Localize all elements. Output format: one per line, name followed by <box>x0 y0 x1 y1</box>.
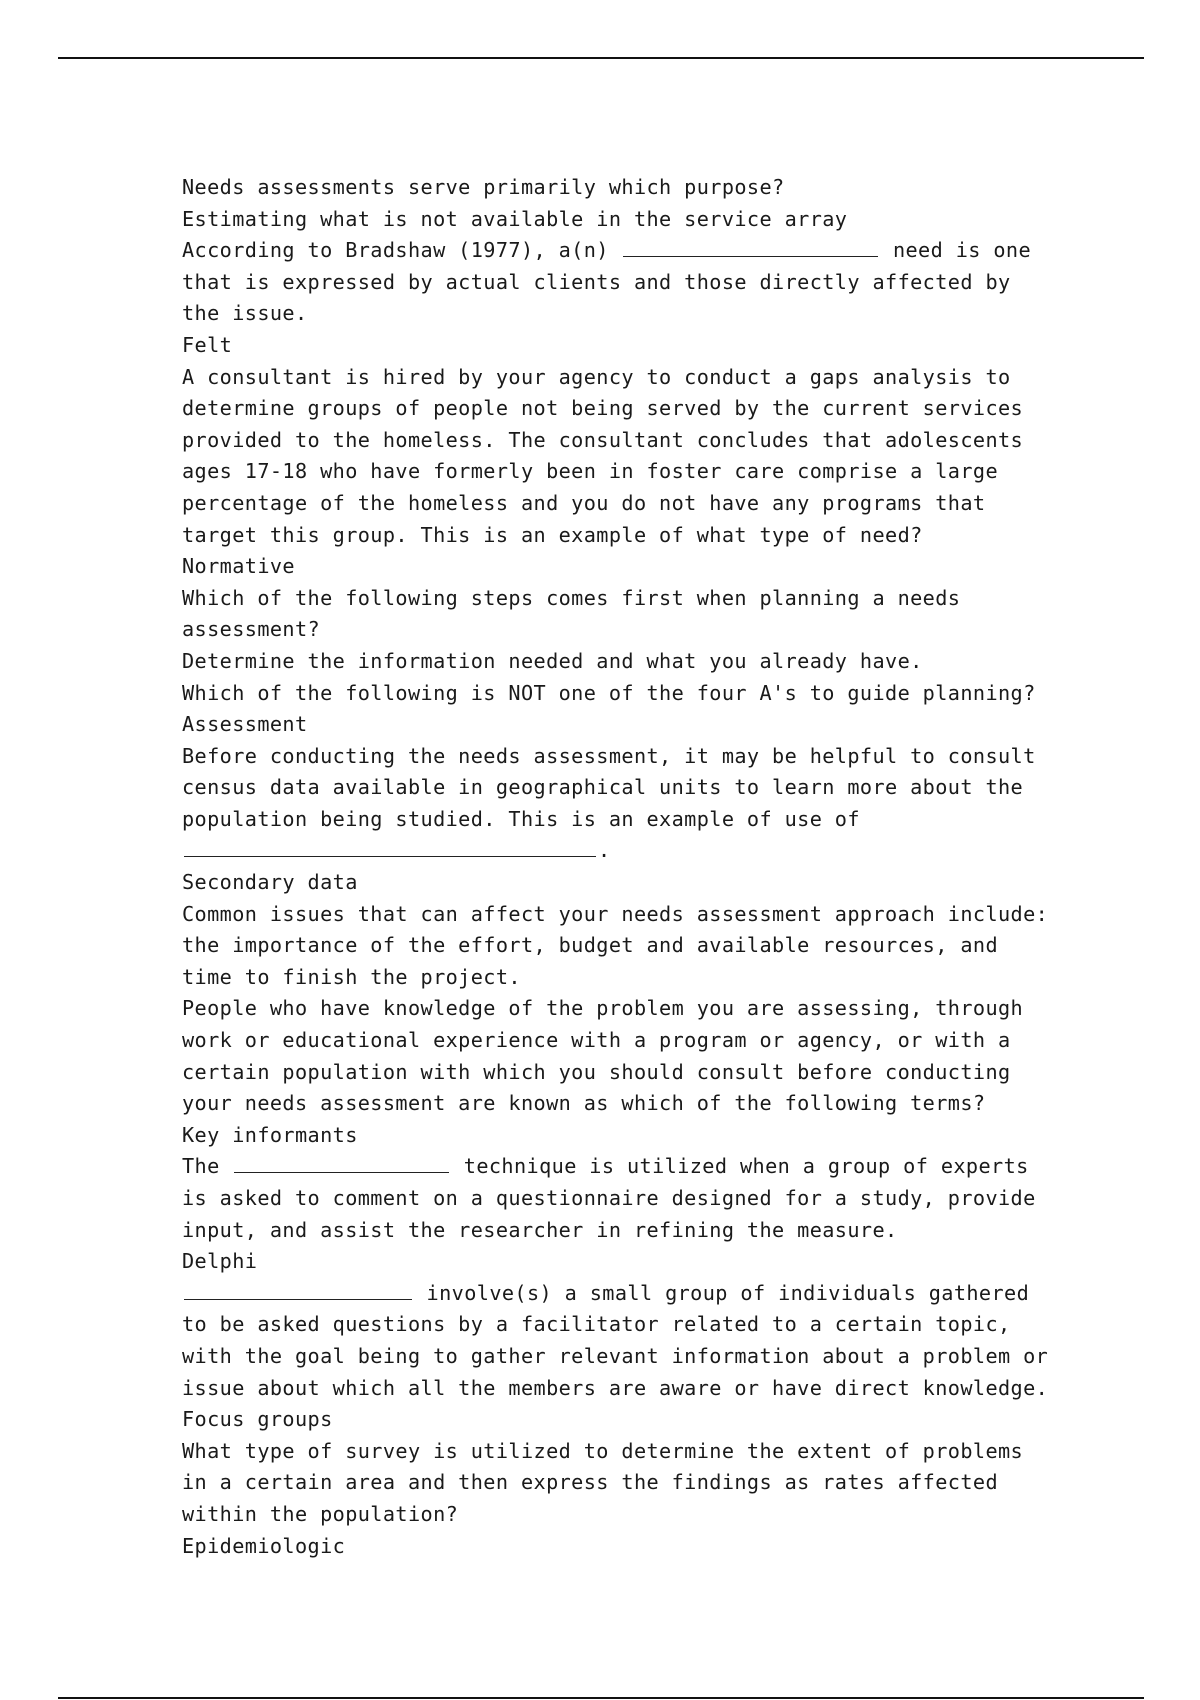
text-segment: The <box>182 1154 233 1179</box>
text-line <box>182 804 1082 836</box>
text-segment: ages 17-18 who have formerly been in foster care comprise a large <box>182 459 999 484</box>
text-segment: People who have knowledge of the problem you are assessing, through <box>182 996 1024 1021</box>
fill-in-blank <box>184 1279 412 1300</box>
text-line <box>182 362 1082 394</box>
text-line <box>182 172 1082 204</box>
text-line <box>182 456 1082 488</box>
text-segment: target this group. This is an example of what type of need? <box>182 522 923 547</box>
text-line <box>182 204 1082 236</box>
text-segment: Which of the following is NOT one of the four A's to guide planning? <box>182 680 1036 705</box>
text-segment: within the population? <box>182 1501 459 1526</box>
text-line <box>182 899 1082 931</box>
text-segment: assessment? <box>182 617 321 642</box>
text-line <box>182 1531 1082 1563</box>
text-line <box>182 1183 1082 1215</box>
text-segment: involve(s) a small group of individuals gathered <box>414 1280 1030 1305</box>
text-segment: work or educational experience with a program or agency, or with a <box>182 1028 1011 1053</box>
text-segment: the importance of the effort, budget and available resources, and <box>182 933 999 958</box>
text-line <box>182 1120 1082 1152</box>
document-body <box>182 172 1082 1562</box>
text-segment: the issue. <box>182 301 308 326</box>
text-segment: A consultant is hired by your agency to conduct a gaps analysis to <box>182 364 1011 389</box>
text-segment: population being studied. This is an example of use of <box>182 806 860 831</box>
text-segment: Secondary data <box>182 870 358 895</box>
text-segment: Before conducting the needs assessment, it may be helpful to consult <box>182 743 1036 768</box>
text-line <box>182 646 1082 678</box>
text-segment: . <box>598 838 611 863</box>
text-segment: issue about which all the members are aware or have direct knowledge. <box>182 1375 1049 1400</box>
fill-in-blank <box>184 836 596 857</box>
text-segment: Estimating what is not available in the service array <box>182 206 848 231</box>
text-line <box>182 1215 1082 1247</box>
text-segment: that is expressed by actual clients and those directly affected by <box>182 269 1011 294</box>
text-line <box>182 267 1082 299</box>
text-line <box>182 1278 1082 1310</box>
text-segment: your needs assessment are known as which of the following terms? <box>182 1091 986 1116</box>
text-segment: According to Bradshaw (1977), a(n) <box>182 238 622 263</box>
text-segment: Epidemiologic <box>182 1533 346 1558</box>
text-line <box>182 1467 1082 1499</box>
text-segment: input, and assist the researcher in refining the measure. <box>182 1217 898 1242</box>
text-line <box>182 930 1082 962</box>
text-line <box>182 1057 1082 1089</box>
text-line <box>182 678 1082 710</box>
text-segment: Determine the information needed and what you already have. <box>182 648 923 673</box>
text-line <box>182 1373 1082 1405</box>
text-segment: determine groups of people not being served by the current services <box>182 396 1024 421</box>
text-line <box>182 1309 1082 1341</box>
text-segment: Common issues that can affect your needs assessment approach include: <box>182 901 1049 926</box>
text-line <box>182 1404 1082 1436</box>
text-segment: with the goal being to gather relevant information about a problem or <box>182 1343 1049 1368</box>
text-line <box>182 235 1082 267</box>
text-segment: percentage of the homeless and you do not have any programs that <box>182 490 986 515</box>
text-line <box>182 393 1082 425</box>
text-segment: Assessment <box>182 712 308 737</box>
text-line <box>182 709 1082 741</box>
text-segment: technique is utilized when a group of experts <box>451 1154 1029 1179</box>
text-line <box>182 962 1082 994</box>
text-line <box>182 993 1082 1025</box>
text-segment: Focus groups <box>182 1407 333 1432</box>
text-line <box>182 1341 1082 1373</box>
text-line <box>182 741 1082 773</box>
text-segment: Felt <box>182 332 233 357</box>
text-line <box>182 330 1082 362</box>
text-line <box>182 551 1082 583</box>
text-line <box>182 1025 1082 1057</box>
text-line <box>182 425 1082 457</box>
bottom-rule <box>58 1697 1144 1699</box>
text-line <box>182 614 1082 646</box>
text-line <box>182 298 1082 330</box>
text-segment: Normative <box>182 554 295 579</box>
text-line <box>182 520 1082 552</box>
text-line <box>182 1436 1082 1468</box>
text-segment: in a certain area and then express the findings as rates affected <box>182 1470 999 1495</box>
text-line <box>182 583 1082 615</box>
text-line <box>182 835 1082 867</box>
text-segment: need is one <box>880 238 1032 263</box>
text-segment: Needs assessments serve primarily which purpose? <box>182 175 785 199</box>
text-segment: time to finish the project. <box>182 964 521 989</box>
text-segment: certain population with which you should consult before conducting <box>182 1059 1011 1084</box>
fill-in-blank <box>623 236 878 257</box>
text-segment: Delphi <box>182 1249 258 1274</box>
text-segment: Which of the following steps comes first when planning a needs <box>182 585 961 610</box>
text-segment: provided to the homeless. The consultant concludes that adolescents <box>182 427 1024 452</box>
text-segment: is asked to comment on a questionnaire designed for a study, provide <box>182 1186 1036 1210</box>
text-line <box>182 1499 1082 1531</box>
text-segment: to be asked questions by a facilitator related to a certain topic, <box>182 1312 1011 1337</box>
text-line <box>182 488 1082 520</box>
text-line <box>182 867 1082 899</box>
top-rule <box>58 57 1144 59</box>
text-segment: census data available in geographical units to learn more about the <box>182 775 1024 800</box>
text-segment: What type of survey is utilized to determine the extent of problems <box>182 1438 1024 1463</box>
text-segment: Key informants <box>182 1122 358 1147</box>
text-line <box>182 1088 1082 1120</box>
text-line <box>182 1246 1082 1278</box>
text-line <box>182 772 1082 804</box>
fill-in-blank <box>234 1152 449 1173</box>
text-line <box>182 1151 1082 1183</box>
